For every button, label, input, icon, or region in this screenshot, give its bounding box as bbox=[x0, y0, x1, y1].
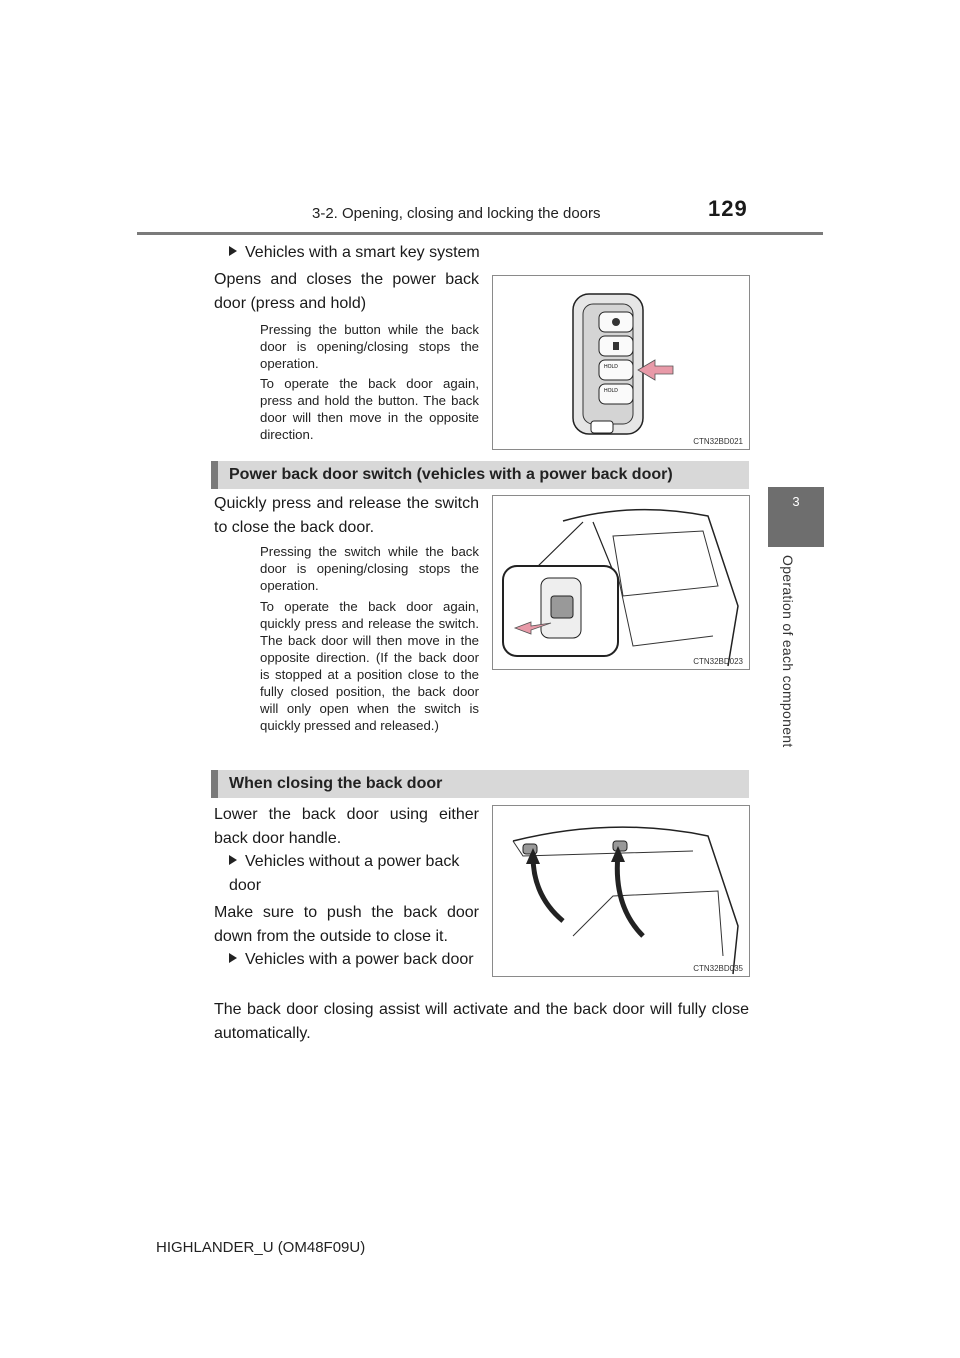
smart-key-text: Opens and closes the power back door (press and hold) bbox=[214, 271, 479, 312]
smart-key-note-1: Pressing the button while the back door is opening/closing stops the operation. bbox=[260, 322, 479, 371]
footer-model: HIGHLANDER_U (OM48F09U) bbox=[156, 1239, 366, 1256]
closing-illustration bbox=[493, 806, 749, 976]
closing-figure bbox=[492, 805, 750, 977]
bullet-smart-key bbox=[229, 241, 480, 265]
power-switch-illustration bbox=[493, 496, 749, 669]
smart-key-illustration bbox=[493, 276, 749, 449]
hold-label-1: HOLD bbox=[604, 364, 618, 370]
triangle-bullet-icon bbox=[229, 855, 237, 865]
figure-code: CTN32BD023 bbox=[693, 657, 743, 666]
section-title: 3-2. Opening, closing and locking the doors bbox=[312, 205, 601, 222]
section-bar-closing: When closing the back door bbox=[211, 770, 749, 798]
power-switch-figure bbox=[492, 495, 750, 670]
figure-code: CTN32BD021 bbox=[693, 437, 743, 446]
bullet-no-power-door bbox=[229, 850, 479, 898]
bullet-power-door bbox=[229, 948, 479, 972]
closing-text-3: The back door closing assist will activate and the back door will fully close automatically. bbox=[214, 1001, 749, 1042]
smart-key-note-2: To operate the back door again, press and hold the button. The back door will then move in the opposite direction. bbox=[260, 376, 479, 442]
chapter-title: Operation of each component bbox=[780, 555, 796, 748]
closing-text-2: Make sure to push the back door down from the outside to close it. bbox=[214, 904, 479, 945]
bullet-text: Vehicles with a smart key system bbox=[245, 244, 480, 261]
header-rule bbox=[137, 232, 823, 235]
bullet-text: Vehicles without a power back door bbox=[229, 853, 460, 894]
chapter-tab bbox=[768, 487, 824, 547]
triangle-bullet-icon bbox=[229, 246, 237, 256]
section-bar-power-switch: Power back door switch (vehicles with a power back door) bbox=[211, 461, 749, 489]
power-switch-note-2: To operate the back door again, quickly press and release the switch. The back door will then move in the opposite direction. (If the back door is stopped at a position close to the fully closed position, the back door will only open when the switch is quickly pressed and released.) bbox=[260, 599, 479, 733]
figure-code: CTN32BD035 bbox=[693, 964, 743, 973]
page-number: 129 bbox=[708, 196, 748, 221]
chapter-number: 3 bbox=[792, 494, 800, 509]
power-switch-text: Quickly press and release the switch to close the back door. bbox=[214, 495, 479, 536]
closing-text: Lower the back door using either back door handle. bbox=[214, 806, 479, 847]
smart-key-figure bbox=[492, 275, 750, 450]
bullet-text: Vehicles with a power back door bbox=[245, 951, 474, 968]
triangle-bullet-icon bbox=[229, 953, 237, 963]
hold-label-2: HOLD bbox=[604, 388, 618, 394]
power-switch-note-1: Pressing the switch while the back door is opening/closing stops the operation. bbox=[260, 544, 479, 593]
